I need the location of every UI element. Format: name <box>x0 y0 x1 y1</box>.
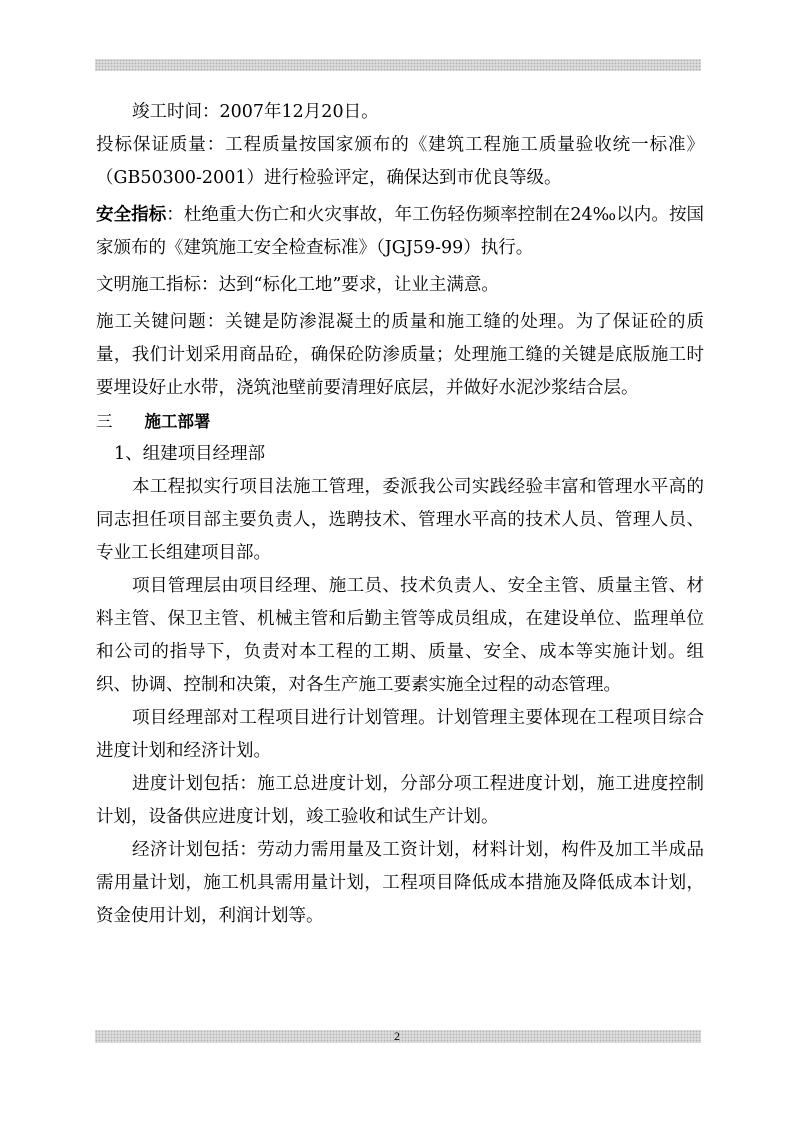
safety-text: ：杜绝重大伤亡和火灾事故，年工伤轻伤频率控制在24‰以内。按国家颁布的《建筑施工安全检查标准》（JGJ59-99）执行。 <box>96 205 705 258</box>
subsection-title: 1、组建项目经理部 <box>114 444 266 464</box>
body-paragraph-project-law: 本工程拟实行项目法施工管理，委派我公司实践经验丰富和管理水平高的同志担任项目部主要负责人，选聘技术、管理水平高的技术人员、管理人员、专业工长组建项目部。 <box>96 477 704 563</box>
section-heading <box>96 405 704 438</box>
section-number: 三 <box>96 412 113 431</box>
body-paragraph-management-layer: 项目管理层由项目经理、施工员、技术负责人、安全主管、质量主管、材料主管、保卫主管、机械主管和后勤主管等成员组成，在建设单位、监理单位和公司的指导下，负责对本工程的工期、质量、安全、成本等实施计划。组织、协调、控制和决策，对各生产施工要素实施全过程的动态管理。 <box>96 576 704 695</box>
body-paragraph-economic-plan: 经济计划包括：劳动力需用量及工资计划，材料计划，构件及加工半成品需用量计划，施工机具需用量计划，工程项目降低成本措施及降低成本计划，资金使用计划，利润计划等。 <box>96 840 704 926</box>
document-body <box>96 96 704 933</box>
key-issues-paragraph: 施工关键问题：关键是防渗混凝土的质量和施工缝的处理。为了保证砼的质量，我们计划采用商品砼，确保砼防渗质量；处理施工缝的关键是底版施工时要埋设好止水带，浇筑池壁前要清理好底层，并做好水泥沙浆结合层。 <box>96 312 704 398</box>
section-title: 施工部署 <box>144 412 211 431</box>
civilized-construction-paragraph: 文明施工指标：达到“标化工地”要求，让业主满意。 <box>96 275 499 295</box>
safety-paragraph <box>96 199 704 265</box>
body-paragraph-schedule-plan: 进度计划包括：施工总进度计划，分部分项工程进度计划，施工进度控制计划，设备供应进度计划，竣工验收和试生产计划。 <box>96 774 704 827</box>
page-number: 2 <box>394 1029 400 1043</box>
header-band <box>95 59 701 71</box>
completion-time-paragraph: 竣工时间：2007年12月20日。 <box>132 102 379 122</box>
safety-label: 安全指标 <box>96 205 167 225</box>
quality-guarantee-paragraph: 投标保证质量：工程质量按国家颁布的《建筑工程施工质量验收统一标准》（GB50300-2001）进行检验评定，确保达到市优良等级。 <box>96 135 704 188</box>
body-paragraph-plan-management: 项目经理部对工程项目进行计划管理。计划管理主要体现在工程项目综合进度计划和经济计划。 <box>96 708 704 761</box>
